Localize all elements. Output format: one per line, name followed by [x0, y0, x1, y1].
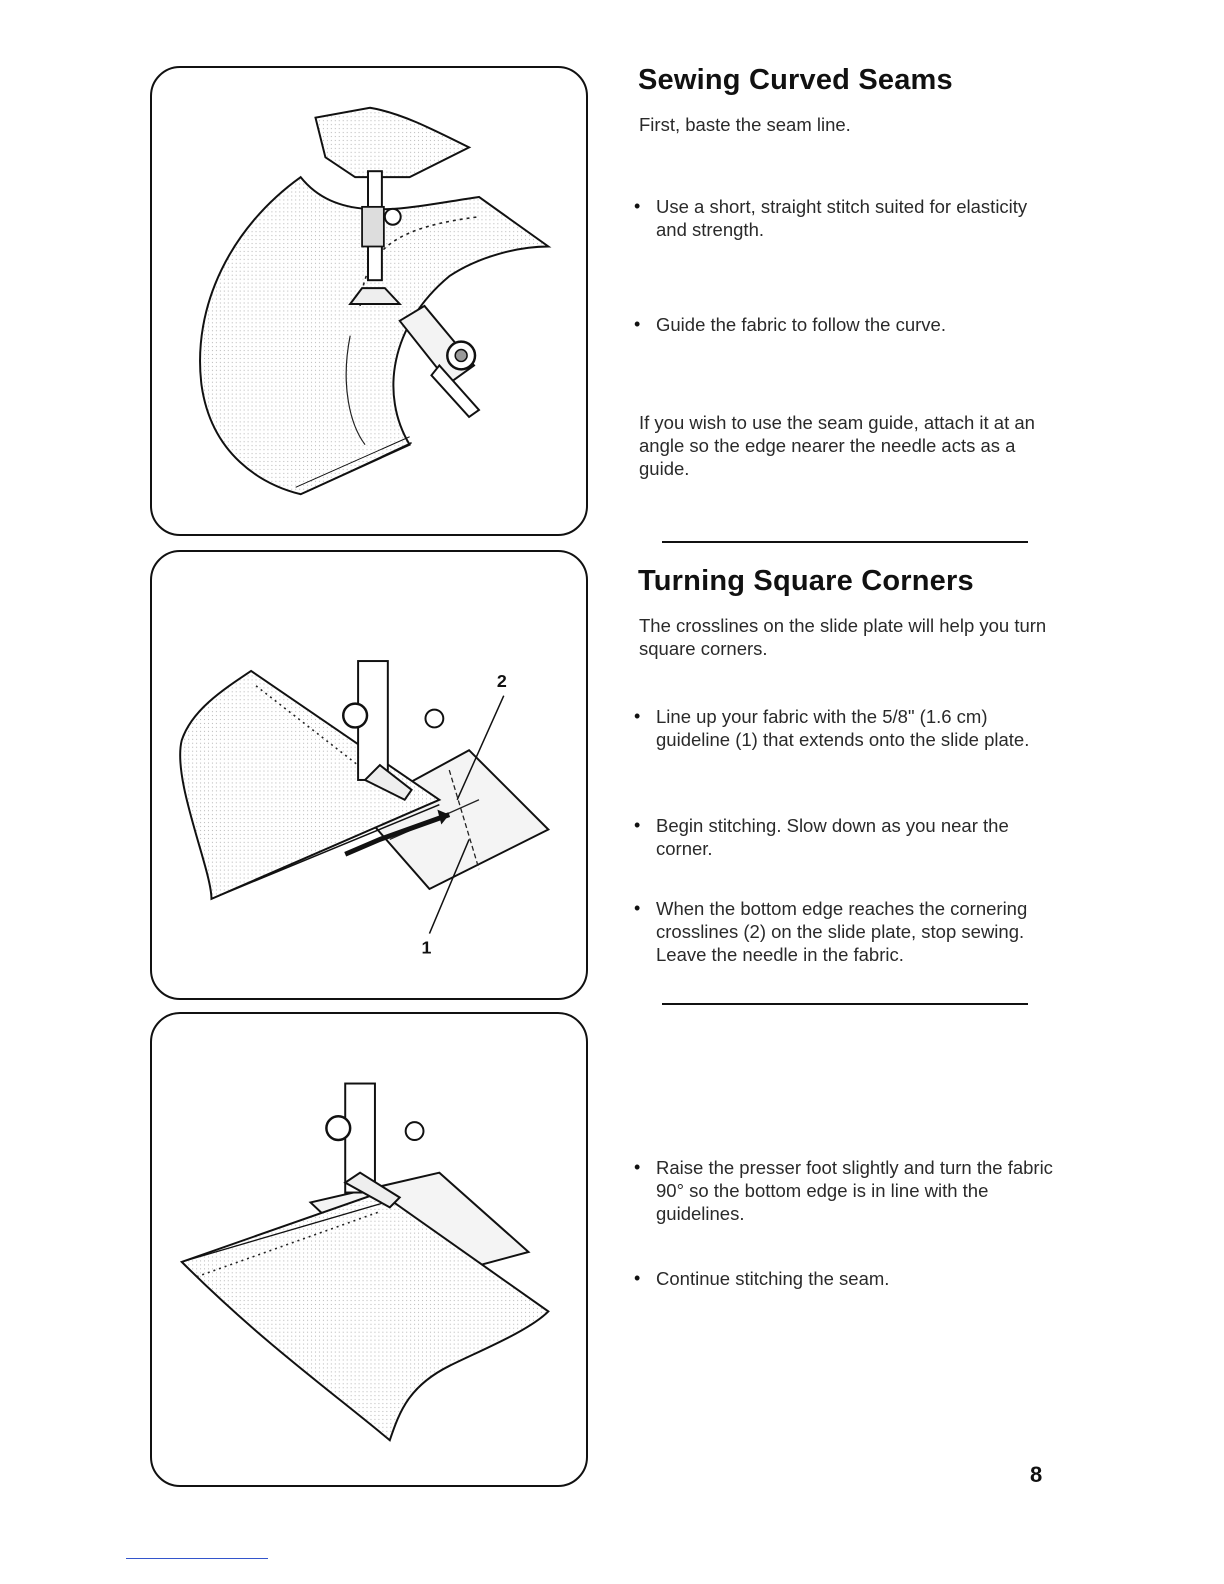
callout-guideline-label: 1 [421, 937, 432, 958]
curved-intro-text: First, baste the seam line. [639, 114, 851, 135]
corners-bullet-3-text: When the bottom edge reaches the cornering crosslines (2) on the slide plate, stop sewing. Leave the needle in the fabric. [656, 898, 1028, 965]
section-divider [662, 1003, 1028, 1005]
bullet-dot: • [634, 1157, 641, 1177]
curved-bullet-2 [634, 313, 1054, 336]
bullet-dot: • [634, 314, 641, 334]
figure-continue-stitching [150, 1012, 588, 1487]
bullet-dot: • [634, 898, 641, 918]
continue-bullet-1-text: Raise the presser foot slightly and turn the fabric 90° so the bottom edge is in line with the guidelines. [656, 1157, 1053, 1224]
continue-bullet-2 [634, 1267, 1054, 1290]
corners-bullet-1-text: Line up your fabric with the 5/8" (1.6 cm) guideline (1) that extends onto the slide plate. [656, 706, 1030, 750]
continue-bullet-2-text: Continue stitching the seam. [656, 1268, 890, 1289]
bullet-dot: • [634, 1268, 641, 1288]
seam-guide [400, 306, 479, 417]
section-divider [662, 541, 1028, 543]
curved-bullet-2-text: Guide the fabric to follow the curve. [656, 314, 946, 335]
figure-curved-seam [150, 66, 588, 536]
corners-intro-text: The crosslines on the slide plate will help you turn square corners. [639, 615, 1047, 659]
figure-square-corners [150, 550, 588, 1000]
continue-stitching-illustration [152, 1014, 586, 1485]
curved-bullet-1-text: Use a short, straight stitch suited for elasticity and strength. [656, 196, 1028, 240]
curved-bullet-1 [634, 195, 1054, 241]
section-title-square-corners: Turning Square Corners [638, 565, 974, 597]
seam-guide-note: If you wish to use the seam guide, attach it at an angle so the edge nearer the needle acts as a guide. [639, 412, 1035, 479]
corners-bullet-2-text: Begin stitching. Slow down as you near the corner. [656, 815, 1009, 859]
corners-bullet-1 [634, 705, 1044, 751]
curved-seam-illustration [152, 68, 586, 534]
footer-underline [126, 1558, 268, 1559]
bullet-dot: • [634, 706, 641, 726]
continue-bullet-1 [634, 1156, 1054, 1225]
corners-bullet-2 [634, 814, 1054, 860]
bullet-dot: • [634, 815, 641, 835]
page-number: 8 [1030, 1462, 1043, 1487]
corners-bullet-3 [634, 897, 1054, 966]
callout-crosslines-label: 2 [496, 670, 507, 691]
section-title-curved-seams: Sewing Curved Seams [638, 64, 953, 96]
square-corners-illustration [152, 552, 586, 998]
bullet-dot: • [634, 196, 641, 216]
